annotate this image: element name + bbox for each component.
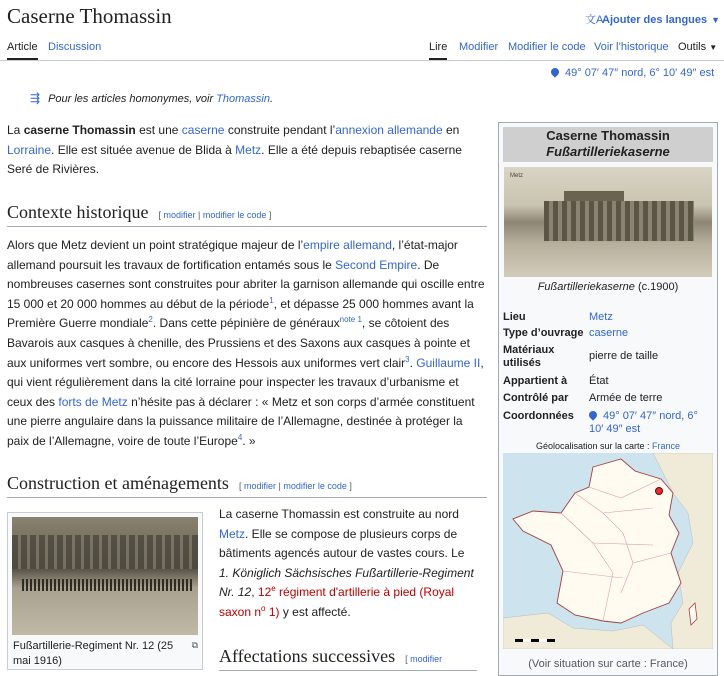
tools-label: Outils — [678, 41, 707, 53]
chevron-down-icon: ▼ — [709, 43, 718, 52]
ref-link[interactable]: 1 — [269, 295, 274, 305]
row-key: Appartient à — [503, 375, 568, 387]
coordinates-link[interactable] — [551, 67, 714, 79]
text: 12 — [257, 585, 272, 600]
edit-source-link[interactable]: modifier le code — [202, 210, 267, 220]
row-value-link[interactable]: Metz — [589, 311, 613, 323]
france-map-svg — [503, 453, 713, 649]
intro-paragraph — [7, 121, 487, 180]
tools-menu[interactable] — [678, 41, 717, 53]
row-value: pierre de taille — [589, 350, 659, 362]
section-edit-links — [239, 481, 352, 491]
tab-edit[interactable]: Modifier — [459, 41, 499, 53]
text: . De nombreuses casernes sont construites pour abriter la garnison allemande qui oscille entre 15 000 et 20 000 hommes au début de la période — [7, 257, 485, 311]
text: , qui vient régulièrement dans la cité lorraine pour inspecter les travaux d’urbanisme et ceux des — [7, 355, 484, 409]
text: construite pendant l’ — [224, 123, 336, 137]
france-locator-map[interactable] — [503, 453, 713, 649]
link-caserne[interactable]: caserne — [181, 123, 225, 137]
row-key: Lieu — [503, 311, 526, 323]
link-metz[interactable]: Metz — [235, 142, 262, 157]
edit-link[interactable]: modifier — [410, 654, 443, 664]
bracket: [ — [238, 481, 244, 491]
coordinates-text: 49° 07′ 47″ nord, 6° 10′ 49″ est — [565, 67, 715, 79]
photo-building — [544, 201, 694, 241]
bracket: ] — [346, 481, 352, 491]
section-edit-links — [405, 654, 442, 664]
bracket: [ — [405, 654, 411, 664]
add-languages-label: Ajouter des langues — [602, 14, 708, 26]
subject-bold: caserne Thomassin — [23, 123, 136, 137]
infobox-title — [503, 127, 713, 162]
ref-link[interactable]: 3 — [405, 354, 410, 364]
text: . Elle a été depuis rebaptisée caserne Seré de Rivières. — [7, 142, 462, 177]
edit-link[interactable]: modifier — [243, 481, 276, 491]
infobox-name: Caserne Thomassin — [546, 128, 670, 143]
row-key: Matériaux utilisés — [503, 344, 555, 369]
infobox-photo-caption — [499, 281, 717, 293]
tab-read[interactable]: Lire — [429, 41, 448, 53]
text: n’hésite pas à déclarer : « Metz et son corps d’armée constituent une pierre angulaire dans la puissance militaire de l’Allemagne, destinée à protéger la paix de l’Allemagne, voire de toute l’Europe — [7, 394, 475, 448]
text: , l’état-major allemand poursuit les travaux de fortification entamés sous le — [7, 238, 458, 272]
link-guillaume-ii[interactable]: Guillaume II — [416, 355, 481, 370]
text: La — [7, 123, 24, 137]
chevron-down-icon: ▼ — [711, 15, 721, 25]
page-tabs — [0, 38, 724, 61]
coordinates-link[interactable] — [589, 410, 713, 436]
infobox-photo[interactable] — [504, 167, 712, 277]
row-value: État — [589, 375, 609, 387]
section-heading-contexte — [7, 202, 487, 227]
text: Alors que Metz devient un point stratégique majeur de l’ — [7, 238, 304, 252]
text: La caserne Thomassin est construite au nord — [219, 507, 459, 521]
text: . — [409, 355, 417, 370]
map-pin-icon — [549, 66, 560, 77]
link-annexion[interactable]: annexion allemande — [335, 123, 443, 137]
hatnote — [30, 91, 273, 105]
photo-soldiers — [22, 579, 192, 591]
text: . Dans cette pépinière de généraux — [152, 316, 340, 331]
infobox — [498, 122, 718, 676]
photo-label: Metz — [510, 173, 524, 179]
row-value: Armée de terre — [589, 392, 663, 404]
text: régiment d'artillerie à pied (Royal saxon n — [219, 585, 455, 619]
link-metz[interactable]: Metz — [219, 526, 246, 541]
geolocation-link[interactable]: France — [652, 441, 681, 451]
text: y est affecté. — [279, 604, 351, 619]
map-scale-bar — [515, 639, 555, 642]
tab-article[interactable]: Article — [7, 41, 38, 53]
superscript: o — [261, 603, 266, 613]
section-heading-affectations — [219, 646, 477, 671]
tab-history[interactable]: Voir l’historique — [594, 41, 669, 53]
row-value-link[interactable]: caserne — [589, 327, 629, 339]
caption-text: (c.1900) — [634, 281, 679, 293]
ref-link[interactable]: 4 — [237, 432, 243, 442]
superscript: e — [271, 584, 276, 594]
separator: | — [195, 210, 203, 220]
link-empire-allemand[interactable]: empire allemand — [303, 238, 392, 252]
bracket: ] — [266, 210, 272, 220]
link-lorraine[interactable]: Lorraine — [7, 142, 52, 157]
note-link[interactable]: note 1 — [339, 315, 362, 325]
geolocation-label — [499, 441, 717, 451]
regiment-photo[interactable] — [12, 517, 198, 635]
row-key: Coordonnées — [503, 410, 574, 422]
edit-link[interactable]: modifier — [163, 210, 196, 220]
photo-buildings — [12, 535, 198, 569]
text: Géolocalisation sur la carte : — [535, 441, 653, 451]
ref-link[interactable]: 2 — [148, 315, 153, 325]
text: . » — [242, 433, 256, 448]
caption-italic: Fußartilleriekaserne — [537, 281, 635, 293]
edit-source-link[interactable]: modifier le code — [283, 481, 347, 491]
enlarge-icon[interactable]: ⧉ — [191, 640, 198, 650]
hatnote-suffix: . — [269, 93, 274, 105]
translate-icon: 文A — [585, 14, 604, 26]
heading-text: Construction et aménagements — [7, 473, 229, 493]
hatnote-prefix: Pour les articles homonymes, voir — [48, 93, 217, 105]
add-languages-button[interactable] — [585, 11, 720, 27]
link-second-empire[interactable]: Second Empire — [335, 257, 418, 272]
map-pin-icon — [587, 409, 598, 420]
thumbnail-caption: Fußartillerie-Regiment Nr. 12 (25 mai 1916) — [13, 640, 174, 667]
bracket: [ — [158, 210, 164, 220]
link-forts-de-metz[interactable]: forts de Metz — [58, 394, 128, 409]
thumbnail-figure — [7, 512, 203, 670]
text: , se côtoient des Bavarois aux casques à chenille, des Prussiens et des Saxons aux casques à pointe et aux uniformes vert sombre, ou encore des Hessois aux uniformes vert clair — [7, 316, 470, 370]
map-footer[interactable]: (Voir situation sur carte : France) — [528, 658, 688, 670]
disambiguation-icon: ⇶ — [30, 91, 41, 105]
text: . Elle se compose de plusieurs corps de bâtiments agencés autour de vastes cours. Le — [219, 526, 465, 561]
row-key: Contrôlé par — [503, 392, 569, 404]
tab-edit-source[interactable]: Modifier le code — [508, 41, 586, 53]
text: . Elle est située avenue de Blida à — [51, 142, 236, 157]
regiment-name: 1. Königlich Sächsisches Fußartillerie-Regiment Nr. 12 — [219, 565, 474, 600]
construction-paragraph — [219, 505, 477, 623]
text: 1) — [265, 604, 280, 619]
text: est une — [135, 123, 182, 137]
heading-text: Contexte historique — [7, 202, 149, 222]
section-heading-construction — [7, 473, 487, 498]
separator: | — [275, 481, 284, 491]
heading-text: Affectations successives — [219, 646, 396, 666]
infobox-subtitle: Fußartilleriekaserne — [546, 144, 670, 159]
section-edit-links — [158, 210, 271, 220]
tab-discussion[interactable]: Discussion — [48, 41, 102, 53]
text: en — [442, 123, 460, 137]
contexte-paragraph — [7, 236, 487, 452]
text: , — [251, 585, 258, 600]
text: , et dépasse 25 000 hommes avant la Première Guerre mondiale — [7, 296, 474, 331]
page-title: Caserne Thomassin — [7, 4, 172, 28]
hatnote-link[interactable]: Thomassin — [216, 93, 270, 105]
row-key: Type d’ouvrage — [503, 327, 584, 339]
location-marker-icon — [655, 487, 663, 495]
coordinates-value[interactable]: 49° 07′ 47″ nord, 6° 10′ 49″ est — [589, 410, 698, 435]
